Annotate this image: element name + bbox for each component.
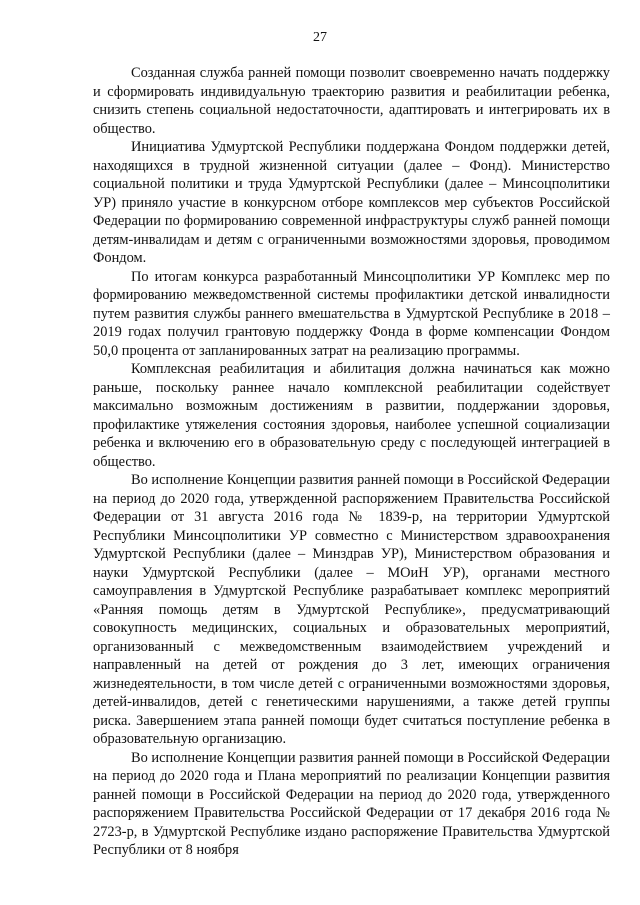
paragraph-rehabilitation: Комплексная реабилитация и абилитация должна начинаться как можно раньше, поскольку раннее начало комплексной реабилитации содействует максимально возможным достижениям в развитии, поддержании здоровья, профилактике утяжеления состояния здоровья, наиболее успешной социализации ребенка и включению его в образовательную среду с последующей интеграцией в общество. xyxy=(93,361,610,470)
paragraph-fund-initiative: Инициатива Удмуртской Республики поддержана Фондом поддержки детей, находящихся в трудной жизненной ситуации (далее – Фонд). Министерство социальной политики и труда Удмуртской Республики (далее – Минсоцполитики УР) приняло участие в конкурсном отборе комплексов мер субъектов Российской Федерации по формированию современной инфраструктуры служб ранней помощи детям-инвалидам и детям с ограниченными возможностями здоровья, проводимом Фондом. xyxy=(93,139,610,266)
paragraph-early-help-service: Созданная служба ранней помощи позволит своевременно начать поддержку и сформировать индивидуальную траекторию развития и реабилитации ребенка, снизить степень социальной недостаточности, адаптировать и интегрировать их в общество. xyxy=(93,65,610,137)
paragraph-contest-results: По итогам конкурса разработанный Минсоцполитики УР Комплекс мер по формированию межведомственной системы профилактики детской инвалидности путем развития службы раннего вмешательства в Удмуртской Республике в 2018 – 2019 годах получил грантовую поддержку Фонда в форме компенсации Фондом 50,0 процента от запланированных затрат на реализацию программы. xyxy=(93,268,610,359)
page-number: 27 xyxy=(313,30,327,45)
body-text xyxy=(93,64,610,860)
paragraph-action-plan: Во исполнение Концепции развития ранней помощи в Российской Федерации на период до 2020 года и Плана мероприятий по реализации Концепции развития ранней помощи в Российской Федерации на период до 2020 года, утвержденного распоряжением Правительства Российской Федерации от 17 декабря 2016 года № 2723-р, в Удмуртской Республике издано распоряжение Правительства Удмуртской Республики от 8 ноября xyxy=(93,749,610,858)
paragraph-concept-implementation: Во исполнение Концепции развития ранней помощи в Российской Федерации на период до 2020 года, утвержденной распоряжением Правительства Российской Федерации от 31 августа 2016 года № 1839-р, на территории Удмуртской Республики Минсоцполитики УР совместно с Министерством здравоохранения Удмуртской Республики (далее – Минздрав УР), Министерством образования и науки Удмуртской Республики (далее – МОиН УР), органами местного самоуправления в Удмуртской Республике разрабатывает комплекс мероприятий «Ранняя помощь детям в Удмуртской Республике», предусматривающий совокупность медицинских, социальных и образовательных мероприятий, организованный с межведомственным взаимодействием учреждений и направленный на детей от рождения до 3 лет, имеющих ограничения жизнедеятельности, в том числе детей с ограниченными возможностями здоровья, детей-инвалидов, детей с генетическими нарушениями, а также детей группы риска. Завершением этапа ранней помощи будет считаться поступление ребенка в образовательную организацию. xyxy=(93,472,610,747)
